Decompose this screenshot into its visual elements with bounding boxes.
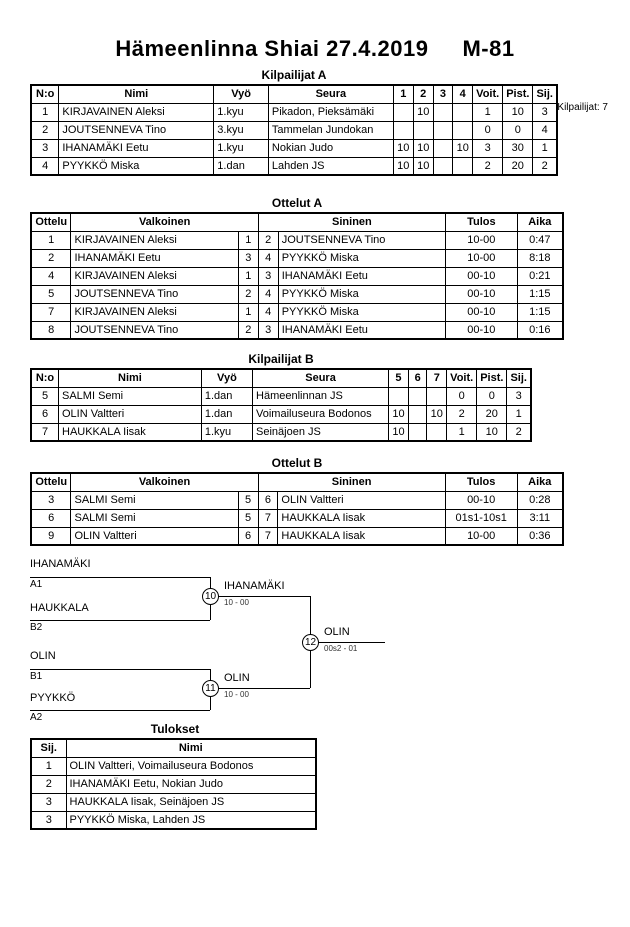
cell-aika: 8:18 bbox=[517, 249, 563, 267]
bracket-seed: B2 bbox=[30, 622, 43, 633]
cell-ottelu: 6 bbox=[31, 509, 71, 527]
cell-blue-no: 3 bbox=[258, 321, 278, 339]
cell-pist: 20 bbox=[503, 157, 533, 175]
cell-tulos: 00-10 bbox=[446, 321, 518, 339]
bracket-winner: OLIN bbox=[224, 672, 250, 684]
col-sij: Sij. bbox=[31, 739, 66, 757]
cell-r1: 10 bbox=[393, 139, 413, 157]
col-no: N:o bbox=[31, 85, 59, 103]
cell-ottelu: 7 bbox=[31, 303, 71, 321]
col-nimi: Nimi bbox=[66, 739, 316, 757]
matches-a-table bbox=[30, 212, 564, 340]
bracket-line bbox=[30, 710, 210, 711]
cell-no: 2 bbox=[31, 121, 59, 139]
col-nimi: Nimi bbox=[59, 369, 202, 387]
cell-ottelu: 2 bbox=[31, 249, 71, 267]
cell-blue: PYYKKÖ Miska bbox=[278, 303, 445, 321]
cell-r5: 10 bbox=[389, 405, 409, 423]
cell-seura: Seinäjoen JS bbox=[253, 423, 389, 441]
cell-pist: 30 bbox=[503, 139, 533, 157]
pool-a-table bbox=[30, 84, 558, 176]
cell-seura: Nokian Judo bbox=[268, 139, 393, 157]
cell-aika: 0:21 bbox=[517, 267, 563, 285]
cell-aika: 0:28 bbox=[517, 491, 563, 509]
col-sij: Sij. bbox=[533, 85, 557, 103]
cell-seura: Voimailuseura Bodonos bbox=[253, 405, 389, 423]
cell-tulos: 10-00 bbox=[445, 527, 517, 545]
section-matches-a bbox=[30, 196, 564, 340]
cell-r4 bbox=[453, 121, 473, 139]
table-row bbox=[31, 303, 563, 321]
table-row bbox=[31, 509, 563, 527]
cell-r5 bbox=[389, 387, 409, 405]
bracket-line bbox=[310, 642, 385, 643]
page-title bbox=[0, 36, 630, 62]
table-header-row bbox=[31, 739, 316, 757]
table-row bbox=[31, 405, 531, 423]
cell-r6 bbox=[408, 387, 426, 405]
cell-voit: 1 bbox=[447, 423, 477, 441]
cell-aika: 3:11 bbox=[517, 509, 563, 527]
cell-white-no: 1 bbox=[238, 267, 258, 285]
match-number-badge: 10 bbox=[202, 588, 219, 605]
table-row bbox=[31, 231, 563, 249]
col-seura: Seura bbox=[253, 369, 389, 387]
cell-sij: 2 bbox=[533, 157, 557, 175]
cell-white: OLIN Valtteri bbox=[71, 527, 238, 545]
cell-seura: Tammelan Jundokan bbox=[268, 121, 393, 139]
cell-white: SALMI Semi bbox=[71, 509, 238, 527]
cell-white-no: 6 bbox=[238, 527, 258, 545]
col-ottelu: Ottelu bbox=[31, 473, 71, 491]
cell-tulos: 10-00 bbox=[446, 231, 518, 249]
col-ottelu: Ottelu bbox=[31, 213, 71, 231]
cell-pist: 20 bbox=[477, 405, 507, 423]
table-row bbox=[31, 811, 316, 829]
results-title: Tulokset bbox=[150, 722, 200, 736]
bracket-seed: B1 bbox=[30, 671, 43, 682]
table-row bbox=[31, 139, 557, 157]
competitors-count: Kilpailijat: 7 bbox=[557, 102, 608, 113]
match-number-badge: 12 bbox=[302, 634, 319, 651]
bracket-score: 00s2 - 01 bbox=[324, 644, 358, 653]
cell-r1: 10 bbox=[393, 157, 413, 175]
results-table bbox=[30, 738, 317, 830]
cell-nimi: OLIN Valtteri, Voimailuseura Bodonos bbox=[66, 757, 316, 775]
cell-vyo: 1.kyu bbox=[201, 423, 252, 441]
col-r7: 7 bbox=[427, 369, 447, 387]
cell-r6 bbox=[408, 423, 426, 441]
cell-r3 bbox=[433, 157, 453, 175]
pool-b-table bbox=[30, 368, 532, 442]
results-sheet bbox=[0, 36, 630, 927]
bracket-winner: OLIN bbox=[324, 626, 350, 638]
cell-white: KIRJAVAINEN Aleksi bbox=[71, 267, 238, 285]
col-valkoinen: Valkoinen bbox=[71, 473, 258, 491]
cell-sij: 1 bbox=[31, 757, 66, 775]
cell-voit: 3 bbox=[473, 139, 503, 157]
cell-tulos: 01s1-10s1 bbox=[445, 509, 517, 527]
cell-vyo: 1.dan bbox=[214, 157, 269, 175]
matches-a-title: Ottelut A bbox=[271, 196, 323, 210]
bracket-seed: A1 bbox=[30, 579, 43, 590]
matches-b-table bbox=[30, 472, 564, 546]
cell-voit: 0 bbox=[473, 121, 503, 139]
cell-r2: 10 bbox=[413, 103, 433, 121]
col-voit: Voit. bbox=[447, 369, 477, 387]
cell-r2: 10 bbox=[413, 157, 433, 175]
col-seura: Seura bbox=[268, 85, 393, 103]
col-sij: Sij. bbox=[507, 369, 531, 387]
cell-sij: 3 bbox=[31, 793, 66, 811]
col-aika: Aika bbox=[517, 473, 563, 491]
final-bracket bbox=[30, 558, 450, 723]
table-row bbox=[31, 387, 531, 405]
col-valkoinen: Valkoinen bbox=[71, 213, 258, 231]
table-row bbox=[31, 103, 557, 121]
cell-blue-no: 3 bbox=[258, 267, 278, 285]
cell-white-no: 2 bbox=[238, 285, 258, 303]
cell-white: JOUTSENNEVA Tino bbox=[71, 321, 238, 339]
cell-seura: Pikadon, Pieksämäki bbox=[268, 103, 393, 121]
cell-aika: 1:15 bbox=[517, 285, 563, 303]
col-pist: Pist. bbox=[477, 369, 507, 387]
table-row bbox=[31, 757, 316, 775]
col-tulos: Tulos bbox=[445, 473, 517, 491]
cell-vyo: 1.dan bbox=[201, 387, 252, 405]
cell-no: 3 bbox=[31, 139, 59, 157]
cell-r4: 10 bbox=[453, 139, 473, 157]
cell-blue-no: 2 bbox=[258, 231, 278, 249]
bracket-seed: A2 bbox=[30, 712, 43, 723]
cell-voit: 0 bbox=[447, 387, 477, 405]
cell-r7: 10 bbox=[427, 405, 447, 423]
bracket-line bbox=[210, 596, 310, 597]
cell-aika: 0:36 bbox=[517, 527, 563, 545]
cell-blue: JOUTSENNEVA Tino bbox=[278, 231, 445, 249]
cell-white-no: 5 bbox=[238, 491, 258, 509]
cell-nimi: PYYKKÖ Miska, Lahden JS bbox=[66, 811, 316, 829]
match-number-badge: 11 bbox=[202, 680, 219, 697]
cell-pist: 0 bbox=[477, 387, 507, 405]
table-row bbox=[31, 321, 563, 339]
cell-blue-no: 4 bbox=[258, 303, 278, 321]
col-r1: 1 bbox=[393, 85, 413, 103]
cell-r6 bbox=[408, 405, 426, 423]
table-header-row bbox=[31, 85, 557, 103]
cell-r3 bbox=[433, 103, 453, 121]
table-header-row bbox=[31, 473, 563, 491]
col-r5: 5 bbox=[389, 369, 409, 387]
cell-seura: Lahden JS bbox=[268, 157, 393, 175]
cell-blue-no: 6 bbox=[258, 491, 278, 509]
col-tulos: Tulos bbox=[446, 213, 518, 231]
bracket-competitor: HAUKKALA bbox=[30, 602, 89, 614]
cell-tulos: 00-10 bbox=[445, 491, 517, 509]
section-results bbox=[30, 722, 320, 830]
cell-no: 5 bbox=[31, 387, 59, 405]
cell-nimi: PYYKKÖ Miska bbox=[59, 157, 214, 175]
event-title: Hämeenlinna Shiai 27.4.2019 bbox=[115, 36, 429, 61]
cell-ottelu: 9 bbox=[31, 527, 71, 545]
table-row bbox=[31, 157, 557, 175]
cell-white-no: 1 bbox=[238, 231, 258, 249]
cell-white-no: 1 bbox=[238, 303, 258, 321]
cell-r4 bbox=[453, 157, 473, 175]
cell-blue: HAUKKALA Iisak bbox=[278, 527, 445, 545]
cell-no: 4 bbox=[31, 157, 59, 175]
bracket-line bbox=[210, 688, 310, 689]
bracket-line bbox=[30, 669, 210, 670]
cell-seura: Hämeenlinnan JS bbox=[253, 387, 389, 405]
section-matches-b bbox=[30, 456, 564, 546]
section-pool-a bbox=[30, 68, 558, 176]
cell-r4 bbox=[453, 103, 473, 121]
cell-sij: 3 bbox=[507, 387, 531, 405]
cell-blue-no: 4 bbox=[258, 249, 278, 267]
table-header-row bbox=[31, 213, 563, 231]
cell-blue: PYYKKÖ Miska bbox=[278, 285, 445, 303]
cell-nimi: IHANAMÄKI Eetu bbox=[59, 139, 214, 157]
cell-sij: 1 bbox=[533, 139, 557, 157]
weight-class: M-81 bbox=[462, 36, 515, 61]
cell-pist: 10 bbox=[477, 423, 507, 441]
col-vyo: Vyö bbox=[214, 85, 269, 103]
cell-white: KIRJAVAINEN Aleksi bbox=[71, 303, 238, 321]
col-r2: 2 bbox=[413, 85, 433, 103]
col-voit: Voit. bbox=[473, 85, 503, 103]
cell-tulos: 00-10 bbox=[446, 303, 518, 321]
cell-voit: 2 bbox=[473, 157, 503, 175]
matches-b-title: Ottelut B bbox=[271, 456, 323, 470]
bracket-competitor: PYYKKÖ bbox=[30, 692, 76, 704]
col-no: N:o bbox=[31, 369, 59, 387]
table-row bbox=[31, 285, 563, 303]
cell-sij: 3 bbox=[533, 103, 557, 121]
cell-nimi: OLIN Valtteri bbox=[59, 405, 202, 423]
cell-nimi: KIRJAVAINEN Aleksi bbox=[59, 103, 214, 121]
cell-nimi: IHANAMÄKI Eetu, Nokian Judo bbox=[66, 775, 316, 793]
cell-vyo: 1.kyu bbox=[214, 103, 269, 121]
cell-blue: HAUKKALA Iisak bbox=[278, 509, 445, 527]
cell-tulos: 00-10 bbox=[446, 285, 518, 303]
table-row bbox=[31, 775, 316, 793]
cell-voit: 1 bbox=[473, 103, 503, 121]
cell-aika: 0:16 bbox=[517, 321, 563, 339]
cell-ottelu: 5 bbox=[31, 285, 71, 303]
cell-ottelu: 8 bbox=[31, 321, 71, 339]
cell-blue-no: 7 bbox=[258, 509, 278, 527]
bracket-competitor: OLIN bbox=[30, 650, 56, 662]
pool-a-title: Kilpailijat A bbox=[261, 68, 327, 82]
cell-r3 bbox=[433, 139, 453, 157]
cell-r3 bbox=[433, 121, 453, 139]
cell-sij: 4 bbox=[533, 121, 557, 139]
cell-vyo: 3.kyu bbox=[214, 121, 269, 139]
cell-white-no: 2 bbox=[238, 321, 258, 339]
cell-vyo: 1.dan bbox=[201, 405, 252, 423]
cell-blue: OLIN Valtteri bbox=[278, 491, 445, 509]
cell-ottelu: 1 bbox=[31, 231, 71, 249]
cell-white: JOUTSENNEVA Tino bbox=[71, 285, 238, 303]
cell-white: IHANAMÄKI Eetu bbox=[71, 249, 238, 267]
cell-vyo: 1.kyu bbox=[214, 139, 269, 157]
table-row bbox=[31, 121, 557, 139]
cell-ottelu: 4 bbox=[31, 267, 71, 285]
cell-r1 bbox=[393, 121, 413, 139]
cell-tulos: 10-00 bbox=[446, 249, 518, 267]
cell-no: 7 bbox=[31, 423, 59, 441]
cell-aika: 1:15 bbox=[517, 303, 563, 321]
cell-r2: 10 bbox=[413, 139, 433, 157]
cell-sij: 2 bbox=[31, 775, 66, 793]
table-row bbox=[31, 423, 531, 441]
cell-pist: 0 bbox=[503, 121, 533, 139]
col-r4: 4 bbox=[453, 85, 473, 103]
bracket-line bbox=[30, 620, 210, 621]
table-row bbox=[31, 267, 563, 285]
table-row bbox=[31, 793, 316, 811]
cell-tulos: 00-10 bbox=[446, 267, 518, 285]
cell-blue: PYYKKÖ Miska bbox=[278, 249, 445, 267]
cell-r7 bbox=[427, 387, 447, 405]
col-r3: 3 bbox=[433, 85, 453, 103]
bracket-score: 10 - 00 bbox=[224, 598, 249, 607]
cell-nimi: JOUTSENNEVA Tino bbox=[59, 121, 214, 139]
cell-white: KIRJAVAINEN Aleksi bbox=[71, 231, 238, 249]
col-sininen: Sininen bbox=[258, 213, 445, 231]
cell-pist: 10 bbox=[503, 103, 533, 121]
cell-no: 1 bbox=[31, 103, 59, 121]
table-row bbox=[31, 249, 563, 267]
table-row bbox=[31, 527, 563, 545]
cell-nimi: HAUKKALA Iisak, Seinäjoen JS bbox=[66, 793, 316, 811]
cell-sij: 3 bbox=[31, 811, 66, 829]
cell-r5: 10 bbox=[389, 423, 409, 441]
cell-nimi: HAUKKALA Iisak bbox=[59, 423, 202, 441]
bracket-score: 10 - 00 bbox=[224, 690, 249, 699]
bracket-competitor: IHANAMÄKI bbox=[30, 558, 91, 570]
col-sininen: Sininen bbox=[258, 473, 445, 491]
col-vyo: Vyö bbox=[201, 369, 252, 387]
cell-aika: 0:47 bbox=[517, 231, 563, 249]
cell-nimi: SALMI Semi bbox=[59, 387, 202, 405]
section-pool-b bbox=[30, 352, 532, 442]
col-nimi: Nimi bbox=[59, 85, 214, 103]
cell-white-no: 3 bbox=[238, 249, 258, 267]
bracket-winner: IHANAMÄKI bbox=[224, 580, 285, 592]
cell-blue: IHANAMÄKI Eetu bbox=[278, 321, 445, 339]
cell-r1 bbox=[393, 103, 413, 121]
cell-white: SALMI Semi bbox=[71, 491, 238, 509]
cell-sij: 1 bbox=[507, 405, 531, 423]
cell-r2 bbox=[413, 121, 433, 139]
cell-voit: 2 bbox=[447, 405, 477, 423]
col-aika: Aika bbox=[517, 213, 563, 231]
pool-b-title: Kilpailijat B bbox=[248, 352, 314, 366]
col-r6: 6 bbox=[408, 369, 426, 387]
cell-no: 6 bbox=[31, 405, 59, 423]
table-row bbox=[31, 491, 563, 509]
cell-white-no: 5 bbox=[238, 509, 258, 527]
cell-r7 bbox=[427, 423, 447, 441]
cell-blue-no: 4 bbox=[258, 285, 278, 303]
cell-blue-no: 7 bbox=[258, 527, 278, 545]
cell-blue: IHANAMÄKI Eetu bbox=[278, 267, 445, 285]
table-header-row bbox=[31, 369, 531, 387]
cell-ottelu: 3 bbox=[31, 491, 71, 509]
bracket-line bbox=[30, 577, 210, 578]
col-pist: Pist. bbox=[503, 85, 533, 103]
cell-sij: 2 bbox=[507, 423, 531, 441]
